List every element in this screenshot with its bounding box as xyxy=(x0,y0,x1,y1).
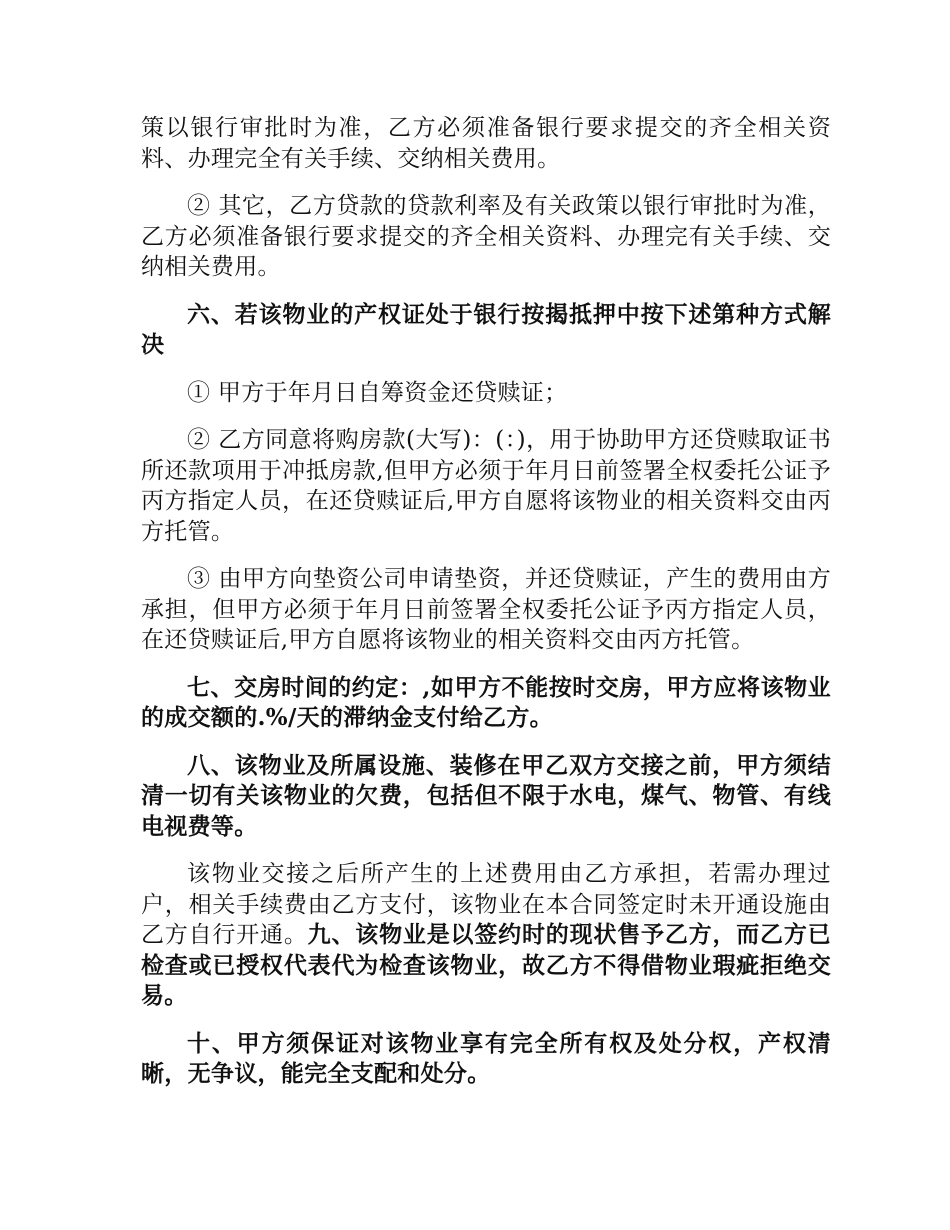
paragraph-handover-fees xyxy=(141,859,831,1012)
document-page xyxy=(141,113,831,1090)
clause-seven: 七、交房时间的约定：,如甲方不能按时交房，甲方应将该物业的成交额的.%/天的滞纳金支付给乙方。 xyxy=(141,673,831,731)
clause-eight: 八、该物业及所属设施、装修在甲乙双方交接之前，甲方须结清一切有关该物业的欠费，包括但不限于水电，煤气、物管、有线电视费等。 xyxy=(141,751,831,840)
option-two: ② 乙方同意将购房款(大写)：(：)，用于协助甲方还贷赎取证书所还款项用于冲抵房款,但甲方必须于年月日前签署全权委托公证予丙方指定人员，在还贷赎证后,甲方自愿将该物业的相关资料交由丙方托管。 xyxy=(141,427,831,545)
clause-nine: 九、该物业是以签约时的现状售予乙方，而乙方已检查或已授权代表代为检查该物业，故乙方不得借物业瑕疵拒绝交易。 xyxy=(141,921,831,1009)
paragraph-other-loan: ② 其它，乙方贷款的贷款利率及有关政策以银行审批时为准，乙方必须准备银行要求提交的齐全相关资料、办理完有关手续、交纳相关费用。 xyxy=(141,193,831,280)
option-three: ③ 由甲方向垫资公司申请垫资，并还贷赎证，产生的费用由方承担，但甲方必须于年月日前签署全权委托公证予丙方指定人员，在还贷赎证后,甲方自愿将该物业的相关资料交由丙方托管。 xyxy=(141,566,831,653)
paragraph-bank-policy: 策以银行审批时为准，乙方必须准备银行要求提交的齐全相关资料、办理完全有关手续、交纳相关费用。 xyxy=(141,115,831,172)
clause-six-heading: 六、若该物业的产权证处于银行按揭抵押中按下述第种方式解决 xyxy=(141,300,831,358)
handover-fees-text: 该物业交接之后所产生的上述费用由乙方承担，若需办理过户，相关手续费由乙方支付，该物业在本合同签定时未开通设施由乙方自行开通。 xyxy=(141,861,831,948)
clause-ten: 十、甲方须保证对该物业享有完全所有权及处分权，产权清晰，无争议，能完全支配和处分。 xyxy=(141,1029,831,1087)
option-one: ① 甲方于年月日自筹资金还贷赎证； xyxy=(187,379,568,406)
